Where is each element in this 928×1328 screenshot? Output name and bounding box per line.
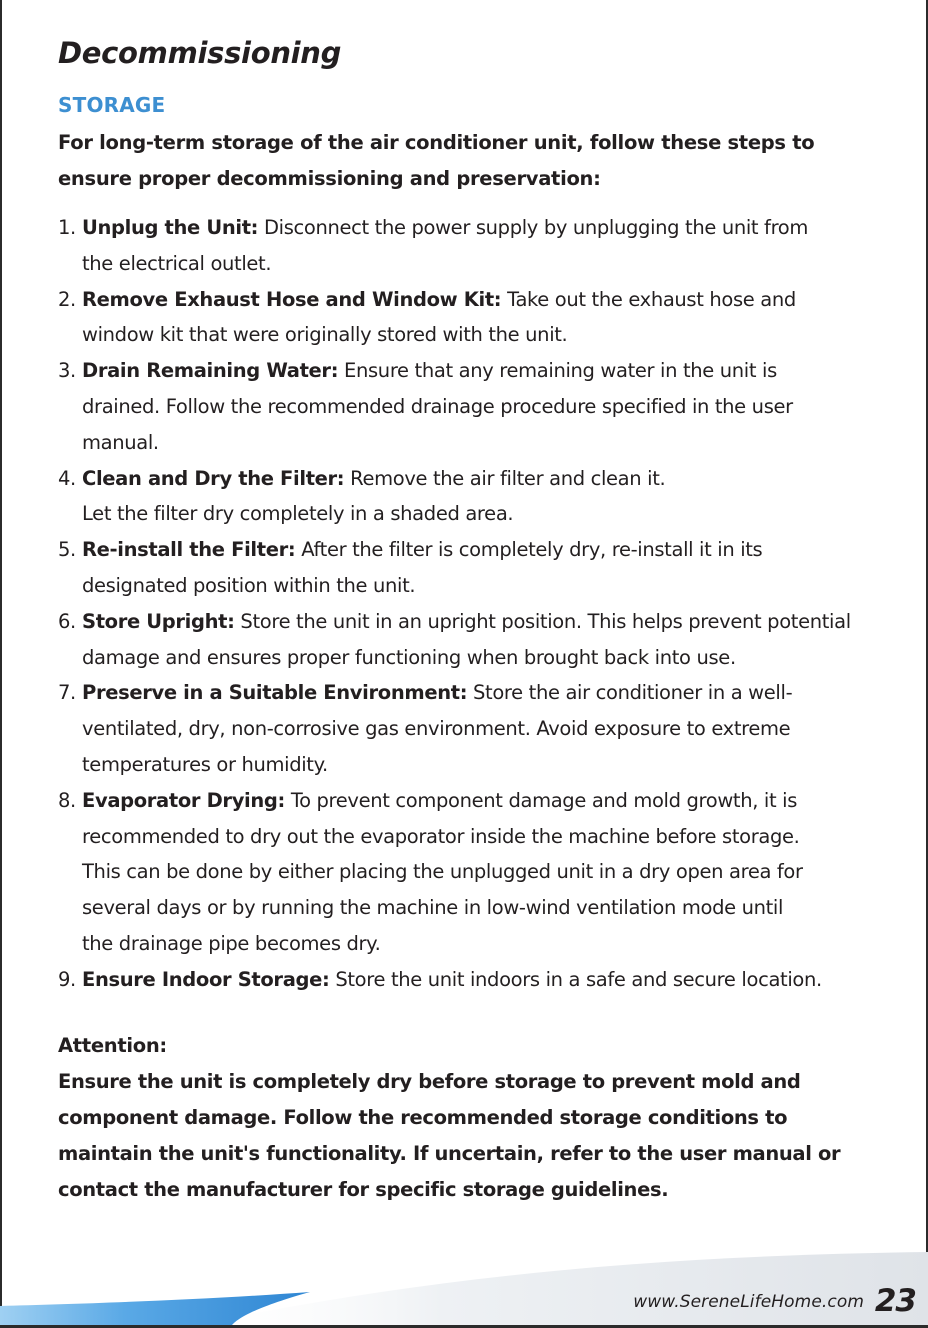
step-number: 4. (58, 466, 76, 490)
step-text-line: Store the air conditioner in a well- (473, 681, 793, 705)
step-text-line: Let the filter dry completely in a shaded area. (82, 502, 514, 526)
step-number: 8. (58, 788, 76, 812)
step-number: 3. (58, 359, 76, 383)
step-item (58, 461, 888, 533)
attention-text (58, 1064, 848, 1208)
step-title: Preserve in a Suitable Environment: (82, 681, 468, 705)
step-text-line: Take out the exhaust hose and (507, 287, 796, 311)
step-text-line: temperatures or humidity. (82, 752, 328, 776)
attention-line: Ensure the unit is completely dry before storage to prevent mold and (58, 1070, 801, 1093)
step-title: Evaporator Drying: (82, 788, 285, 812)
step-item (58, 675, 888, 782)
page-border-left (0, 0, 2, 1328)
step-text-line: the drainage pipe becomes dry. (82, 931, 381, 955)
step-text-line: After the filter is completely dry, re-install it in its (301, 538, 763, 562)
step-title: Re-install the Filter: (82, 538, 296, 562)
step-title: Ensure Indoor Storage: (82, 967, 330, 991)
step-item (58, 532, 888, 604)
step-number: 1. (58, 216, 76, 239)
step-title: Store Upright: (82, 609, 235, 633)
step-text-line: Ensure that any remaining water in the unit is (344, 359, 777, 383)
step-text-line: Remove the air filter and clean it. (350, 466, 666, 490)
section-label-storage: STORAGE (58, 93, 166, 117)
step-item (58, 783, 888, 962)
step-item (58, 353, 888, 460)
attention-line: contact the manufacturer for specific storage guidelines. (58, 1178, 669, 1201)
page-footer (0, 1238, 928, 1328)
step-text-line: the electrical outlet. (82, 251, 272, 275)
step-number: 5. (58, 538, 76, 562)
step-item (58, 962, 888, 998)
step-text-line: window kit that were originally stored with the unit. (82, 323, 568, 347)
step-text-line: This can be done by either placing the unplugged unit in a dry open area for (82, 860, 803, 884)
attention-line: maintain the unit's functionality. If uncertain, refer to the user manual or (58, 1142, 841, 1165)
step-number: 6. (58, 609, 76, 633)
step-item (58, 210, 888, 282)
step-text-line: To prevent component damage and mold growth, it is (290, 788, 798, 812)
step-text-line: damage and ensures proper functioning when brought back into use. (82, 645, 736, 669)
attention-block (58, 1028, 848, 1208)
step-number: 9. (58, 967, 76, 991)
step-title: Drain Remaining Water: (82, 359, 339, 383)
step-number: 7. (58, 681, 76, 705)
step-text-line: drained. Follow the recommended drainage procedure specified in the user (82, 394, 793, 418)
page-number: 23 (874, 1283, 916, 1319)
attention-heading: Attention: (58, 1034, 167, 1057)
step-text-line: ventilated, dry, non-corrosive gas environment. Avoid exposure to extreme (82, 717, 791, 741)
step-title: Clean and Dry the Filter: (82, 466, 345, 490)
page-title: Decommissioning (58, 36, 342, 70)
attention-line: component damage. Follow the recommended storage conditions to (58, 1106, 788, 1129)
step-text-line: several days or by running the machine in low-wind ventilation mode until (82, 896, 784, 920)
intro-text: For long-term storage of the air conditioner unit, follow these steps to ensure proper decommissioning and preservation: (58, 131, 815, 190)
step-item (58, 604, 888, 676)
footer-wave-graphic (0, 1238, 928, 1328)
step-text-line: Store the unit in an upright position. This helps prevent potential (240, 609, 851, 633)
step-title: Unplug the Unit: (82, 216, 259, 239)
step-text-line: designated position within the unit. (82, 573, 416, 597)
footer-website-url: www.SereneLifeHome.com (633, 1292, 864, 1312)
steps-list (58, 210, 888, 998)
step-text-line: recommended to dry out the evaporator inside the machine before storage. (82, 824, 800, 848)
step-number: 2. (58, 287, 76, 311)
step-title: Remove Exhaust Hose and Window Kit: (82, 287, 502, 311)
step-text-line: manual. (82, 430, 159, 454)
step-text-line: Store the unit indoors in a safe and secure location. (335, 967, 822, 991)
step-text-line: Disconnect the power supply by unplugging the unit from (264, 216, 809, 239)
step-item (58, 282, 888, 354)
